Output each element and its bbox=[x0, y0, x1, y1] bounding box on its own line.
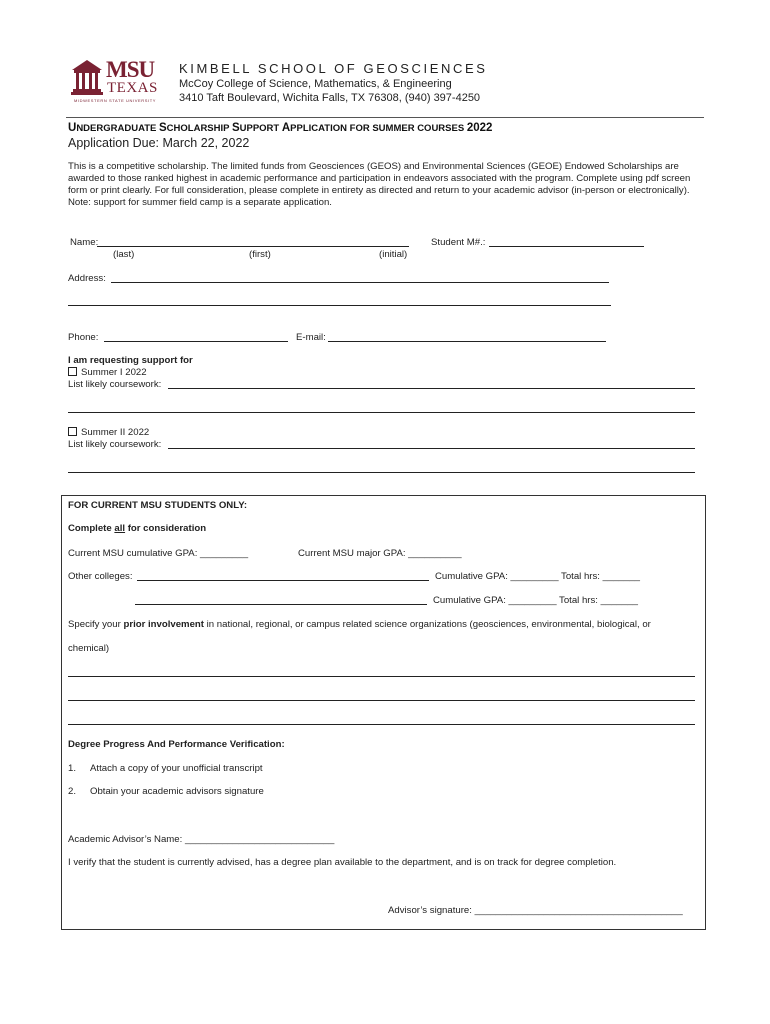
current-students-heading: FOR CURRENT MSU STUDENTS ONLY: bbox=[68, 500, 248, 511]
summer2-checkbox[interactable] bbox=[68, 427, 77, 436]
college-name: McCoy College of Science, Mathematics, & Engineering bbox=[179, 78, 452, 90]
involvement-field-line1[interactable] bbox=[68, 676, 695, 677]
coursework1-label: List likely coursework: bbox=[68, 379, 162, 390]
step2-number: 2. bbox=[68, 786, 77, 797]
email-label: E-mail: bbox=[296, 332, 326, 343]
application-due: Application Due: March 22, 2022 bbox=[68, 136, 250, 150]
summer1-option[interactable]: Summer I 2022 bbox=[68, 367, 147, 378]
requesting-heading: I am requesting support for bbox=[68, 355, 193, 366]
header-divider bbox=[66, 117, 704, 118]
step2-text: Obtain your academic advisors signature bbox=[90, 786, 264, 797]
summer2-option[interactable]: Summer II 2022 bbox=[68, 427, 149, 438]
email-field[interactable] bbox=[328, 341, 606, 342]
coursework2-field-line2[interactable] bbox=[68, 472, 695, 473]
complete-all-note: Complete all for consideration bbox=[68, 523, 207, 534]
address-field-line1[interactable] bbox=[111, 282, 609, 283]
page-title: UNDERGRADUATE SCHOLARSHIP SUPPORT APPLICATION FOR SUMMER COURSES 2022 bbox=[68, 122, 493, 134]
step1-number: 1. bbox=[68, 763, 77, 774]
school-name: KIMBELL SCHOOL OF GEOSCIENCES bbox=[179, 61, 488, 76]
step1-text: Attach a copy of your unofficial transcript bbox=[90, 763, 263, 774]
name-field[interactable] bbox=[97, 246, 409, 247]
student-number-field[interactable] bbox=[489, 246, 644, 247]
other-college-field-2[interactable] bbox=[135, 604, 427, 605]
first-caption: (first) bbox=[249, 249, 271, 260]
student-number-label: Student M#.: bbox=[431, 237, 486, 248]
name-label: Name: bbox=[70, 237, 99, 248]
last-caption: (last) bbox=[113, 249, 135, 260]
logo-tagline: MIDWESTERN STATE UNIVERSITY bbox=[74, 98, 157, 103]
address-field-line2[interactable] bbox=[68, 305, 611, 306]
other-college-gpa-2[interactable]: Cumulative GPA: _________ Total hrs: _______ bbox=[433, 595, 638, 606]
coursework2-field-line1[interactable] bbox=[168, 448, 695, 449]
logo-brand: MSU bbox=[106, 57, 155, 82]
prior-involvement-prompt-cont: chemical) bbox=[68, 643, 110, 654]
coursework1-field-line1[interactable] bbox=[168, 388, 695, 389]
advisor-name-field[interactable]: Academic Advisor’s Name: ____________________________ bbox=[68, 834, 335, 845]
other-college-gpa-1[interactable]: Cumulative GPA: _________ Total hrs: _______ bbox=[435, 571, 640, 582]
address-label: Address: bbox=[68, 273, 106, 284]
logo-state: TEXAS bbox=[107, 80, 158, 96]
coursework2-label: List likely coursework: bbox=[68, 439, 162, 450]
coursework1-field-line2[interactable] bbox=[68, 412, 695, 413]
involvement-field-line2[interactable] bbox=[68, 700, 695, 701]
phone-label: Phone: bbox=[68, 332, 99, 343]
advisor-signature-field[interactable]: Advisor’s signature: _______________________________________ bbox=[388, 905, 683, 916]
intro-paragraph: This is a competitive scholarship. The limited funds from Geosciences (GEOS) and Environmental Sciences (GEOE) Endowed Scholarships are awarded to those ranked highest in academic performance and participation in endeavors associated with the program. Complete using pdf screen form or print clearly. For full consideration, please complete in entirety as directed and return to your academic advisor (in-person or electronically). Note: support for summer field camp is a separate application. bbox=[68, 161, 691, 208]
phone-field[interactable] bbox=[104, 341, 288, 342]
prior-involvement-prompt: Specify your prior involvement in national, regional, or campus related science organizations (geosciences, environmental, biological, or bbox=[68, 619, 651, 630]
other-colleges-label: Other colleges: bbox=[68, 571, 133, 582]
initial-caption: (initial) bbox=[379, 249, 408, 260]
verification-statement: I verify that the student is currently advised, has a degree plan available to the department, and is on track for degree completion. bbox=[68, 857, 617, 868]
major-gpa-field[interactable]: Current MSU major GPA: __________ bbox=[298, 548, 462, 559]
involvement-field-line3[interactable] bbox=[68, 724, 695, 725]
summer1-checkbox[interactable] bbox=[68, 367, 77, 376]
degree-progress-heading: Degree Progress And Performance Verification: bbox=[68, 739, 285, 750]
msu-texas-logo bbox=[70, 56, 166, 106]
other-college-field-1[interactable] bbox=[137, 580, 429, 581]
cumulative-gpa-field[interactable]: Current MSU cumulative GPA: _________ bbox=[68, 548, 249, 559]
school-address: 3410 Taft Boulevard, Wichita Falls, TX 76308, (940) 397-4250 bbox=[179, 92, 481, 104]
